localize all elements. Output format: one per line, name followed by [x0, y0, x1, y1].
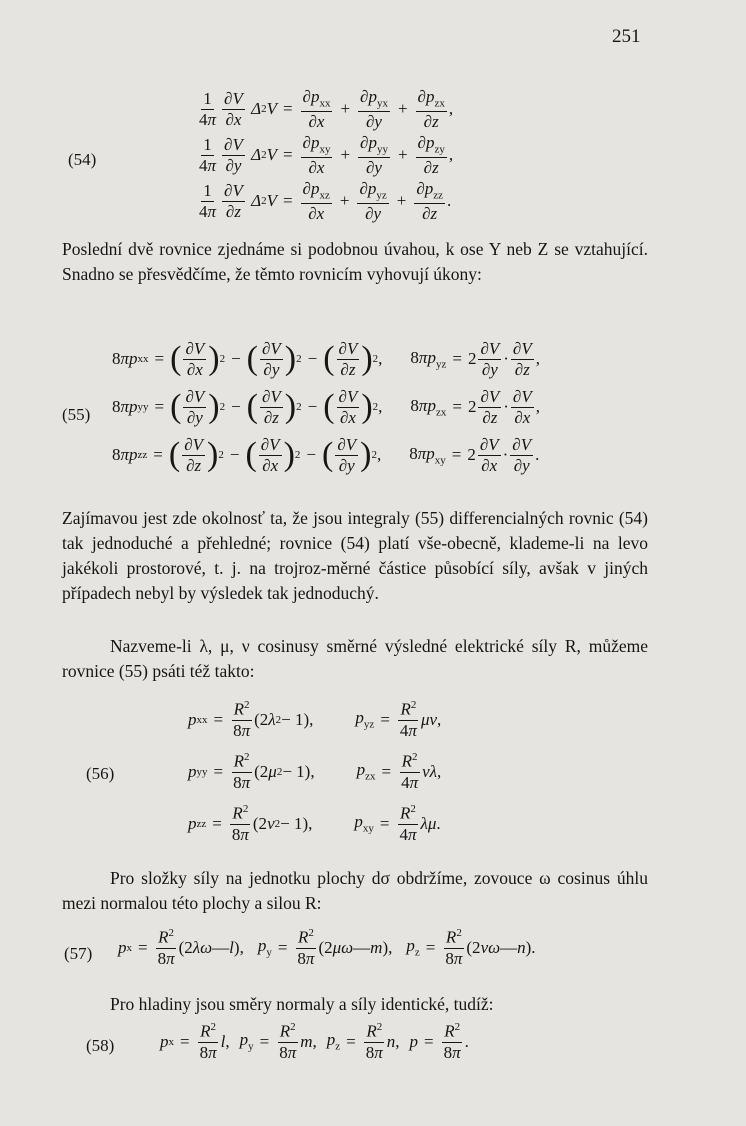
equation-58: p x = $\frac{R^2}{8\pi}$ l , $p_y$ = $\frac{R^2}{8\pi}$ m , $p_z$ = $\frac{R^2}{8\pi}$ n , p = $\frac{R^2}{8\pi}$ .: [160, 1021, 469, 1062]
equation-54-line-3: $\frac{1}{4\pi}$ $\frac{\partial V}{\partial z}$ Δ 2 V = $\frac{\partial p_{xz}}{\partial x}$ + $\frac{\partial p_{yz}}{\partial y}$ + $\frac{\partial p_{zz}}{\partial z}$ .: [199, 179, 452, 223]
paragraph-1: Poslední dvě rovnice zjednáme si podobnou úvahou, k ose Y neb Z se vztahující. Snadno se přesvědčíme, že těmto rovnicím vyhovují úkony:: [62, 239, 648, 284]
page-number: 251: [612, 26, 641, 47]
equation-55-line-2: 8 πp yy = ( $\frac{\partial V}{\partial y}$ ) 2 − ( $\frac{\partial V}{\partial z}$ ) 2 − ( $\frac{\partial V}{\partial x}$ ) 2 , $8\pi p_{zx}$ = 2 $\frac{\partial V}{\partial z}$ · $\frac{\partial V}{\partial x}$ ,: [112, 387, 540, 427]
equation-number-55: (55): [62, 405, 91, 424]
equation-number-54: (54): [68, 150, 97, 169]
equation-57: p x = $\frac{R^2}{8\pi}$ (2 λω — l ), $p_y$ = $\frac{R^2}{8\pi}$ (2 μω — m ), $p_z$ = $\frac{R^2}{8\pi}$ (2 νω — n ).: [118, 927, 536, 968]
equation-54-line-1: $\frac{1}{4\pi}$ $\frac{\partial V}{\partial x}$ Δ 2 V = $\frac{\partial p_{xx}}{\partial x}$ + $\frac{\partial p_{yx}}{\partial y}$ + $\frac{\partial p_{zx}}{\partial z}$ ,: [199, 87, 454, 131]
paragraph-4: Pro složky síly na jednotku plochy dσ obdržíme, zovouce ω cosinus úhlu mezi normalou této plochy a silou R:: [62, 868, 648, 913]
equation-55-line-3: 8 πp zz = ( $\frac{\partial V}{\partial z}$ ) 2 − ( $\frac{\partial V}{\partial x}$ ) 2 − ( $\frac{\partial V}{\partial y}$ ) 2 , $8\pi p_{xy}$ = 2 $\frac{\partial V}{\partial x}$ · $\frac{\partial V}{\partial y}$ .: [112, 435, 540, 475]
paragraph-5: Pro hladiny jsou směry normaly a síly identické, tudíž:: [110, 994, 494, 1014]
equation-54-line-2: $\frac{1}{4\pi}$ $\frac{\partial V}{\partial y}$ Δ 2 V = $\frac{\partial p_{xy}}{\partial x}$ + $\frac{\partial p_{yy}}{\partial y}$ + $\frac{\partial p_{zy}}{\partial z}$ ,: [199, 133, 454, 177]
equation-55-line-1: 8 πp xx = ( $\frac{\partial V}{\partial x}$ ) 2 − ( $\frac{\partial V}{\partial y}$ ) 2 − ( $\frac{\partial V}{\partial z}$ ) 2 , $8\pi p_{yz}$ = 2 $\frac{\partial V}{\partial y}$ · $\frac{\partial V}{\partial z}$ ,: [112, 339, 540, 379]
equation-number-58: (58): [86, 1036, 115, 1055]
equation-56-line-3: p zz = $\frac{R^2}{8\pi}$ (2 ν 2 − 1), $p_{xy}$ = $\frac{R^2}{4\pi}$ λμ .: [188, 803, 441, 844]
equation-number-56: (56): [86, 764, 115, 783]
paragraph-2: Zajímavou jest zde okolnosť ta, že jsou integraly (55) differencialných rovnic (54) tak jednoduché a přehledné; rovnice (54) platí vše-obecně, klademe-li na levo jakékoli prostorové, t. j. na trojroz-měrné částice působící síly, avšak v jiných případech nebyl by výsledek tak jednoduchý.: [62, 508, 648, 603]
paragraph-3: Nazveme-li λ, μ, ν cosinusy směrné výsledné elektrické síly R, můžeme rovnice (55) psáti též takto:: [62, 636, 648, 681]
equation-56-line-2: p yy = $\frac{R^2}{8\pi}$ (2 μ 2 − 1), $p_{zx}$ = $\frac{R^2}{4\pi}$ νλ ,: [188, 751, 442, 792]
equation-56-line-1: p xx = $\frac{R^2}{8\pi}$ (2 λ 2 − 1), $p_{yz}$ = $\frac{R^2}{4\pi}$ μν ,: [188, 699, 442, 740]
equation-number-57: (57): [64, 944, 93, 963]
